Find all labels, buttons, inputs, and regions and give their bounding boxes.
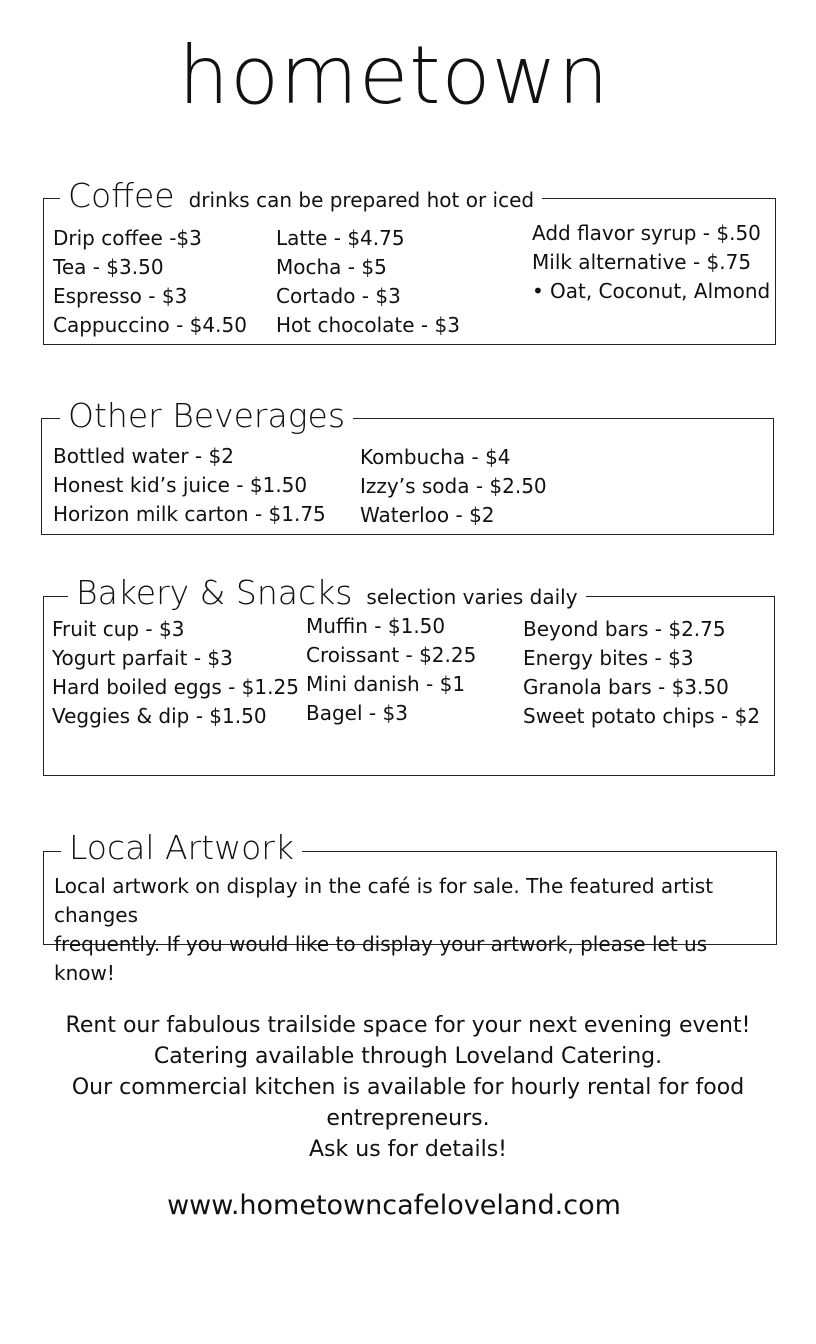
footer-line: Our commercial kitchen is available for hourly rental for food entrepreneurs.: [71, 1075, 745, 1131]
artwork-legend: [61, 828, 302, 867]
menu-item: Cortado - $3: [276, 284, 401, 308]
menu-item: Fruit cup - $3: [52, 617, 185, 641]
footer-line: Catering available through Loveland Catering.: [153, 1044, 663, 1069]
menu-item: Waterloo - $2: [360, 503, 495, 527]
coffee-heading: Coffee: [68, 176, 175, 215]
menu-item: Bottled water - $2: [53, 444, 234, 468]
artwork-line: Local artwork on display in the café is for sale. The featured artist changes: [54, 874, 714, 927]
menu-item: Drip coffee -$3: [53, 226, 202, 250]
beverages-legend: [60, 396, 353, 435]
menu-item: Croissant - $2.25: [306, 643, 477, 667]
bakery-col-2: [306, 612, 476, 728]
artwork-heading: Local Artwork: [69, 828, 294, 867]
menu-item: Add flavor syrup - $.50: [532, 221, 761, 245]
beverages-heading: Other Beverages: [68, 396, 346, 435]
menu-item: Honest kid’s juice - $1.50: [53, 473, 308, 497]
menu-item: Mini danish - $1: [306, 672, 466, 696]
menu-item: Veggies & dip - $1.50: [52, 704, 267, 728]
menu-item: Bagel - $3: [306, 701, 408, 725]
beverages-col-2: [360, 443, 547, 530]
website-url: www.hometowncafeloveland.com: [167, 1190, 621, 1221]
menu-item: Tea - $3.50: [53, 255, 164, 279]
menu-item: Hot chocolate - $3: [276, 313, 460, 337]
menu-item: Kombucha - $4: [360, 445, 511, 469]
menu-item: Mocha - $5: [276, 255, 387, 279]
bakery-note: selection varies daily: [366, 585, 578, 609]
menu-item: Granola bars - $3.50: [523, 675, 729, 699]
coffee-col-1: [53, 224, 247, 340]
menu-item: Espresso - $3: [53, 284, 188, 308]
menu-item: Beyond bars - $2.75: [523, 617, 726, 641]
menu-item-bullet: • Oat, Coconut, Almond: [532, 277, 770, 306]
menu-item: Yogurt parfait - $3: [52, 646, 233, 670]
bakery-legend: [68, 573, 586, 612]
beverages-col-1: [53, 442, 326, 529]
menu-item: Hard boiled eggs - $1.25: [52, 675, 299, 699]
artwork-description: [54, 872, 754, 988]
page-title: hometown: [178, 29, 610, 122]
bakery-col-3: [523, 615, 760, 731]
menu-item: Cappuccino - $4.50: [53, 313, 247, 337]
bakery-heading: Bakery & Snacks: [76, 573, 353, 612]
coffee-note: drinks can be prepared hot or iced: [188, 188, 535, 212]
artwork-line: frequently. If you would like to display your artwork, please let us know!: [54, 932, 708, 985]
bakery-col-1: [52, 615, 299, 731]
coffee-legend: [60, 176, 542, 215]
menu-item: Sweet potato chips - $2: [523, 704, 761, 728]
menu-item: Energy bites - $3: [523, 646, 694, 670]
menu-item: Horizon milk carton - $1.75: [53, 502, 326, 526]
menu-item: Milk alternative - $.75: [532, 250, 752, 274]
menu-item: Izzy’s soda - $2.50: [360, 474, 547, 498]
menu-item: Muffin - $1.50: [306, 614, 446, 638]
footer-line: Rent our fabulous trailside space for your next evening event!: [65, 1013, 751, 1038]
coffee-col-2: [276, 224, 460, 340]
footer-info: [0, 1010, 816, 1165]
footer-line: Ask us for details!: [309, 1137, 507, 1162]
coffee-col-3: [532, 219, 770, 306]
menu-item: Latte - $4.75: [276, 226, 405, 250]
